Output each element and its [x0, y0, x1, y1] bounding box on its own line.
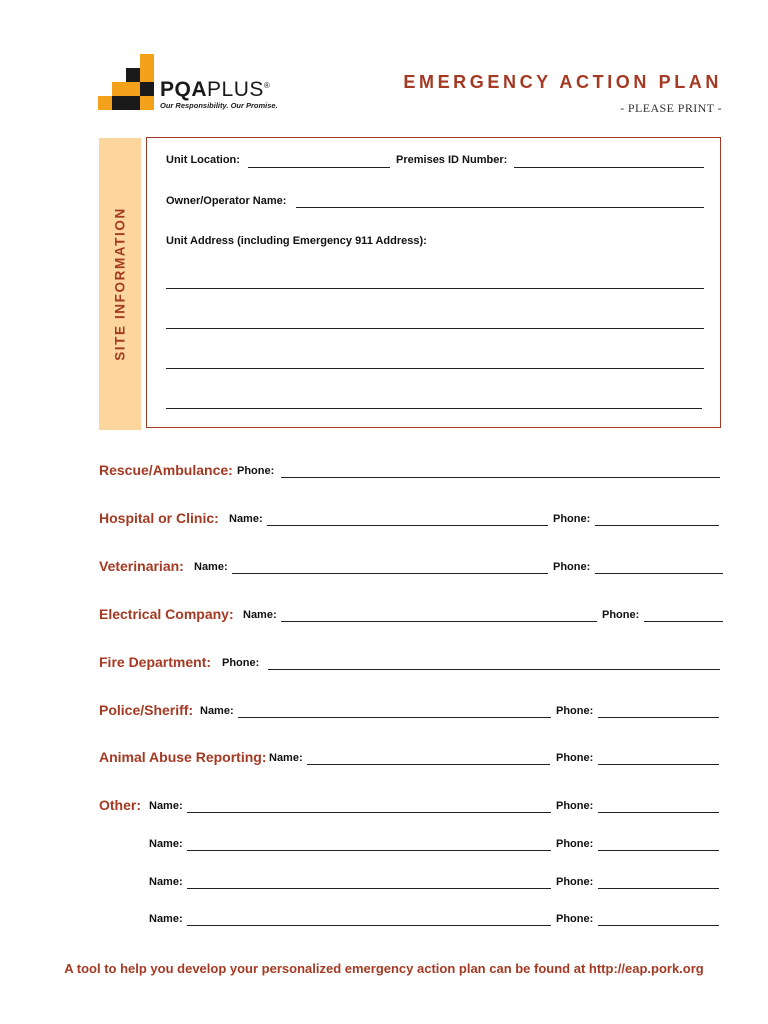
site-information-box — [146, 137, 721, 428]
rescue-ambulance-label: Rescue/Ambulance: — [99, 462, 233, 478]
fire-phone-field[interactable] — [268, 669, 720, 670]
other-3-name-field[interactable] — [187, 888, 551, 889]
electrical-phone-label: Phone: — [602, 609, 640, 621]
logo-word-plus: PLUS — [207, 78, 264, 101]
other-4-phone-field[interactable] — [598, 925, 719, 926]
hospital-phone-label: Phone: — [553, 513, 591, 525]
hospital-clinic-label: Hospital or Clinic: — [99, 510, 219, 526]
electrical-name-label: Name: — [243, 609, 277, 621]
rescue-phone-field[interactable] — [281, 477, 720, 478]
police-phone-label: Phone: — [556, 705, 594, 717]
animal-abuse-name-field[interactable] — [307, 764, 550, 765]
other-3-phone-field[interactable] — [598, 888, 719, 889]
other-3-name-label: Name: — [149, 876, 183, 888]
veterinarian-label: Veterinarian: — [99, 558, 184, 574]
site-information-label: SITE INFORMATION — [112, 207, 128, 361]
police-sheriff-label: Police/Sheriff: — [99, 702, 194, 718]
animal-abuse-label: Animal Abuse Reporting: — [99, 749, 267, 765]
veterinarian-phone-field[interactable] — [595, 573, 723, 574]
other-2-name-field[interactable] — [187, 850, 551, 851]
other-2-phone-field[interactable] — [598, 850, 719, 851]
animal-abuse-phone-label: Phone: — [556, 752, 594, 764]
hospital-phone-field[interactable] — [595, 525, 719, 526]
unit-location-field[interactable] — [248, 167, 390, 168]
police-phone-field[interactable] — [598, 717, 719, 718]
fire-department-label: Fire Department: — [99, 654, 212, 670]
other-2-phone-label: Phone: — [556, 838, 594, 850]
site-information-tab — [99, 138, 141, 430]
footer-note: A tool to help you develop your personalized emergency action plan can be found at http://eap.pork.org — [64, 961, 704, 976]
rescue-phone-label: Phone: — [237, 465, 275, 477]
electrical-name-field[interactable] — [281, 621, 597, 622]
unit-address-line-2[interactable] — [166, 328, 704, 329]
veterinarian-phone-label: Phone: — [553, 561, 591, 573]
premises-id-field[interactable] — [514, 167, 704, 168]
other-label: Other: — [99, 797, 141, 813]
hospital-name-field[interactable] — [267, 525, 548, 526]
unit-address-label: Unit Address (including Emergency 911 Address): — [166, 235, 427, 247]
owner-operator-label: Owner/Operator Name: — [166, 195, 287, 207]
premises-id-label: Premises ID Number: — [396, 154, 508, 166]
other-1-name-field[interactable] — [187, 812, 551, 813]
other-1-name-label: Name: — [149, 800, 183, 812]
other-3-phone-label: Phone: — [556, 876, 594, 888]
hospital-name-label: Name: — [229, 513, 263, 525]
other-1-phone-label: Phone: — [556, 800, 594, 812]
logo-tagline: Our Responsibility. Our Promise. — [160, 101, 278, 110]
logo-word-main: PQA — [160, 78, 208, 101]
police-name-field[interactable] — [238, 717, 551, 718]
electrical-phone-field[interactable] — [644, 621, 723, 622]
animal-abuse-name-label: Name: — [269, 752, 303, 764]
other-4-name-label: Name: — [149, 913, 183, 925]
unit-location-label: Unit Location: — [166, 154, 240, 166]
veterinarian-name-field[interactable] — [232, 573, 548, 574]
fire-phone-label: Phone: — [222, 657, 260, 669]
page-title: EMERGENCY ACTION PLAN — [403, 72, 722, 92]
electrical-company-label: Electrical Company: — [99, 606, 234, 622]
owner-operator-field[interactable] — [296, 207, 704, 208]
unit-address-line-1[interactable] — [166, 288, 704, 289]
unit-address-line-3[interactable] — [166, 368, 704, 369]
police-name-label: Name: — [200, 705, 234, 717]
other-2-name-label: Name: — [149, 838, 183, 850]
other-4-name-field[interactable] — [187, 925, 551, 926]
page-subtitle: - PLEASE PRINT - — [620, 101, 722, 115]
animal-abuse-phone-field[interactable] — [598, 764, 719, 765]
veterinarian-name-label: Name: — [194, 561, 228, 573]
other-1-phone-field[interactable] — [598, 812, 719, 813]
logo-registered: ® — [263, 81, 271, 90]
other-4-phone-label: Phone: — [556, 913, 594, 925]
logo-wordmark — [160, 78, 270, 102]
unit-address-line-4[interactable] — [166, 408, 702, 409]
